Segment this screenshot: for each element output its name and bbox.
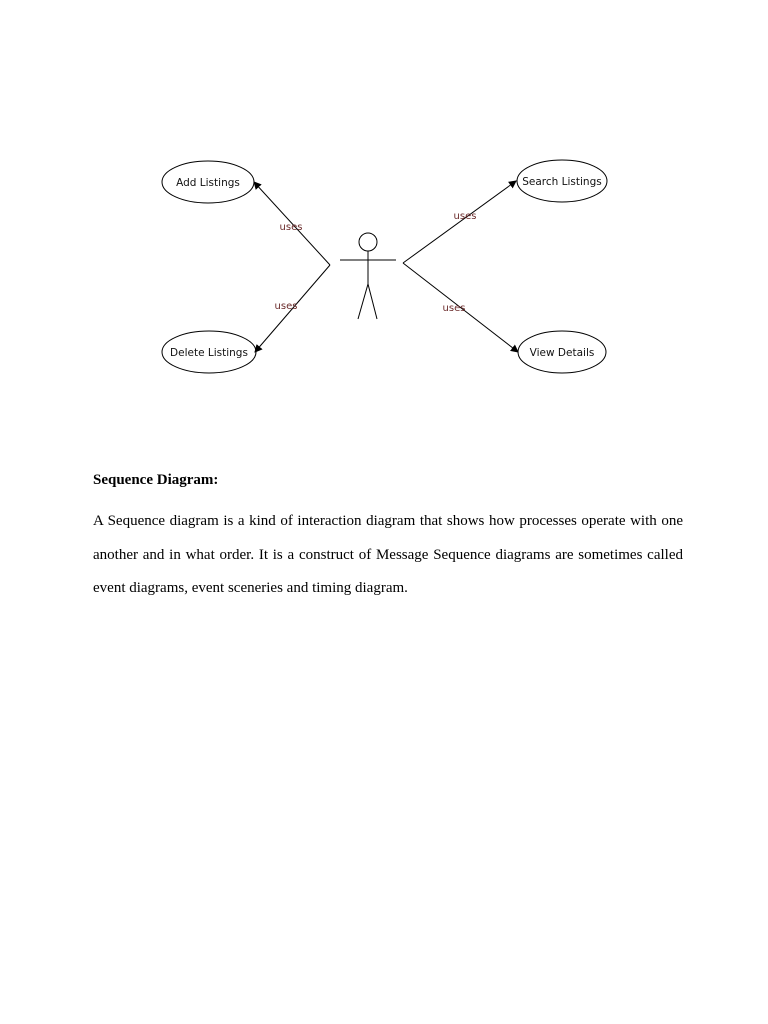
relation-arrows (254, 181, 518, 352)
use-case-label: Search Listings (522, 176, 602, 188)
use-case-diagram (0, 0, 768, 420)
relation-label-search: uses (453, 211, 477, 222)
use-case-delete-listings (162, 331, 256, 373)
use-case-search-listings (517, 160, 607, 202)
section-heading: Sequence Diagram: (93, 472, 219, 488)
arrow-to-search-listings (403, 181, 516, 263)
use-case-add-listings (162, 161, 254, 203)
actor-stick-figure (340, 233, 396, 319)
relation-label-add: uses (279, 222, 303, 233)
use-case-label: View Details (529, 347, 595, 359)
body-paragraph: A Sequence diagram is a kind of interaction diagram that shows how processes operate with one another and in what order. It is a construct of Message Sequence diagrams are sometimes called event diagrams, event sceneries and timing diagram. (93, 513, 683, 596)
relation-label-delete: uses (274, 301, 298, 312)
use-case-label: Delete Listings (170, 347, 248, 359)
relation-label-view: uses (442, 303, 466, 314)
use-case-label: Add Listings (176, 177, 240, 189)
use-case-view-details (518, 331, 606, 373)
